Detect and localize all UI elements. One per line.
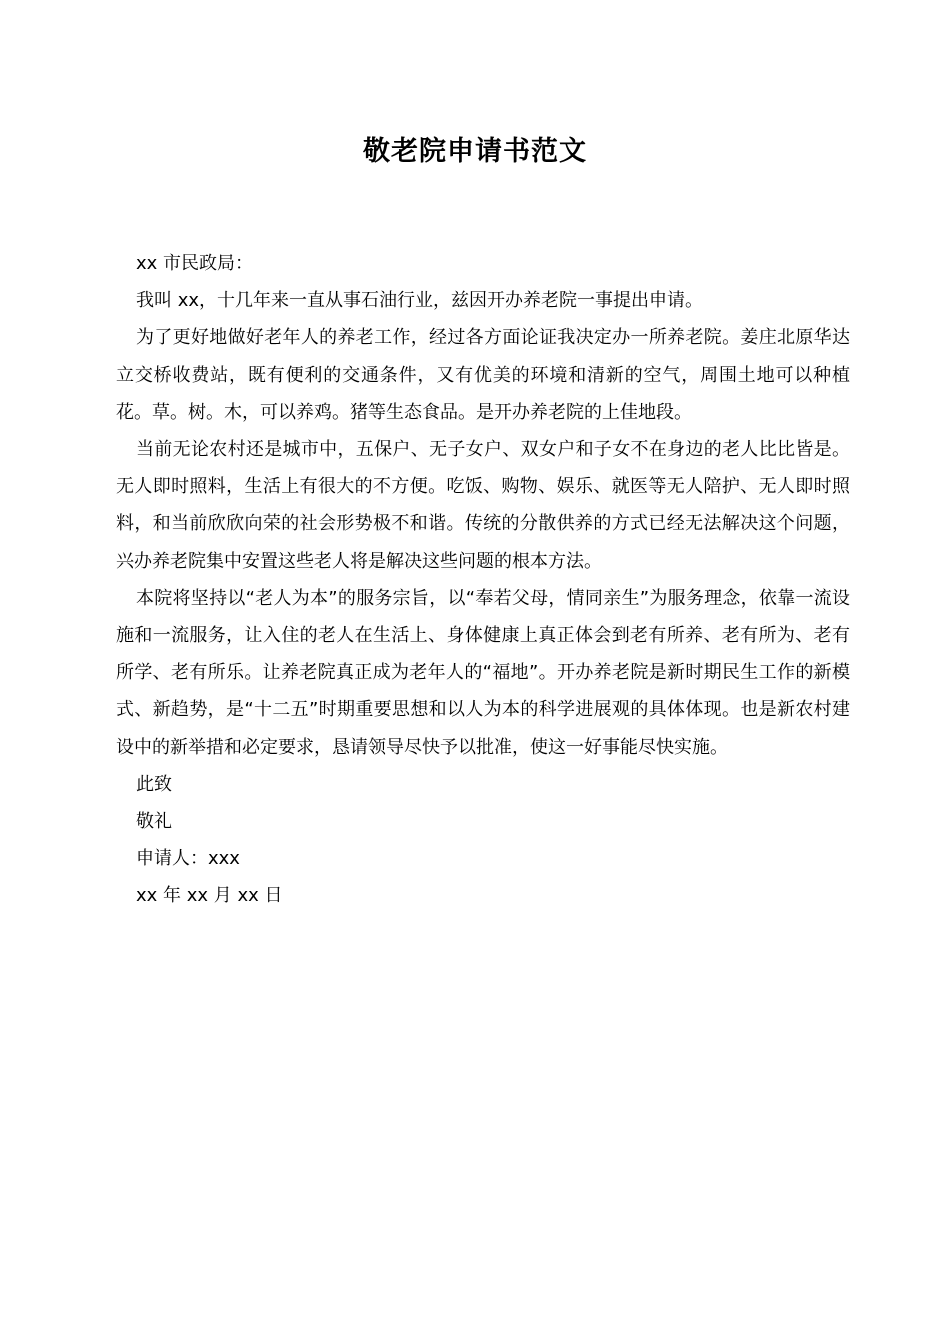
paragraph-mission: 本院将坚持以“老人为本”的服务宗旨，以“奉若父母，情同亲生”为服务理念，依靠一流设施和一流服务，让入住的老人在生活上、身体健康上真正体会到老有所养、老有所为、老有所学、老有所乐。让养老院真正成为老年人的“福地”。开办养老院是新时期民生工作的新模式、新趋势，是“十二五”时期重要思想和以人为本的科学进展观的具体体现。也是新农村建设中的新举措和必定要求，恳请领导尽快予以批准，使这一好事能尽快实施。 (116, 587, 850, 758)
closing-jing-li: 敬礼 (136, 811, 172, 833)
paragraph-location: 为了更好地做好老年人的养老工作，经过各方面论证我决定办一所养老院。姜庄北原华达立交桥收费站，既有便利的交通条件，又有优美的环境和清新的空气，周围土地可以种植花。草。树。木，可以养鸡。猪等生态食品。是开办养老院的上佳地段。 (116, 327, 850, 423)
application-date: xx 年 xx 月 xx 日 (136, 885, 283, 907)
applicant-signature: 申请人：xxx (136, 848, 240, 870)
closing-ci-zhi: 此致 (136, 773, 172, 795)
paragraph-need: 当前无论农村还是城市中，五保户、无子女户、双女户和子女不在身边的老人比比皆是。无人即时照料，生活上有很大的不方便。吃饭、购物、娱乐、就医等无人陪护、无人即时照料，和当前欣欣向荣的社会形势极不和谐。传统的分散供养的方式已经无法解决这个问题，兴办养老院集中安置这些老人将是解决这些问题的根本方法。 (116, 439, 850, 572)
document-title: 敬老院申请书范文 (363, 136, 587, 167)
document-body (116, 245, 850, 915)
paragraph-intro: 我叫 xx，十几年来一直从事石油行业，兹因开办养老院一事提出申请。 (136, 290, 704, 312)
salutation: xx 市民政局： (136, 253, 254, 274)
